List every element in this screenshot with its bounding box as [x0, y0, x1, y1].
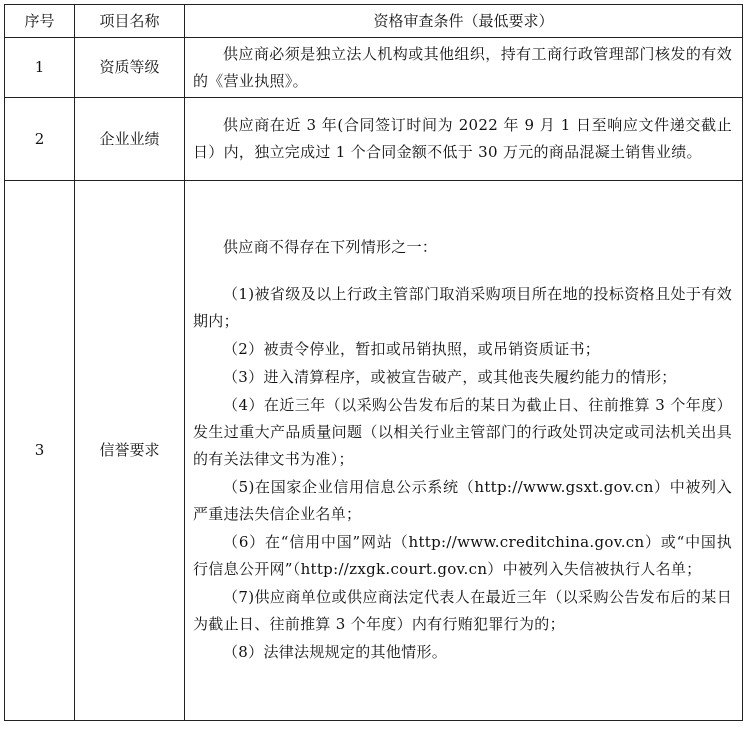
requirement-item: （2）被责令停业，暂扣或吊销执照，或吊销资质证书；	[223, 340, 601, 358]
requirement-item: （6）在“信用中国”网站（http://www.creditchina.gov.cn）或“中国执行信息公开网”（http://zxgk.court.gov.cn）中被列入失信被执行人名单；	[193, 533, 732, 578]
header-row	[5, 5, 743, 38]
requirement-item: （4）在近三年（以采购公告发布后的某日为截止日、往前推算 3 个年度）发生过重大产品质量问题（以相关行业主管部门的行政处罚决定或司法机关出具的有关法律文书为准）；	[193, 396, 732, 468]
row-no: 1	[5, 38, 75, 98]
header-requirement: 资格审查条件（最低要求）	[185, 5, 743, 38]
row-name: 信誉要求	[75, 181, 185, 721]
requirement-item: （1)被省级及以上行政主管部门取消采购项目所在地的投标资格且处于有效期内；	[193, 285, 732, 330]
row-no: 3	[5, 181, 75, 721]
table-row	[5, 38, 743, 98]
table-row	[5, 98, 743, 181]
row-requirement	[185, 181, 743, 721]
header-no: 序号	[5, 5, 75, 38]
table-row	[5, 181, 743, 721]
row-requirement	[185, 38, 743, 98]
requirement-paragraph: 供应商不得存在下列情形之一：	[223, 238, 438, 256]
requirement-item: （5)在国家企业信用信息公示系统（http://www.gsxt.gov.cn）中被列入严重违法失信企业名单；	[193, 478, 732, 523]
requirement-item: （3）进入清算程序，或被宣告破产，或其他丧失履约能力的情形；	[223, 368, 677, 386]
row-no: 2	[5, 98, 75, 181]
requirement-paragraph: 供应商必须是独立法人机构或其他组织，持有工商行政管理部门核发的有效的《营业执照》。	[193, 44, 732, 90]
requirement-item: （8）法律法规规定的其他情形。	[223, 643, 448, 661]
requirement-item: （7)供应商单位或供应商法定代表人在最近三年（以采购公告发布后的某日为截止日、往前推算 3 个年度）内有行贿犯罪行为的；	[193, 588, 732, 633]
row-requirement	[185, 98, 743, 181]
header-name: 项目名称	[75, 5, 185, 38]
qualification-table	[4, 4, 743, 721]
row-name: 资质等级	[75, 38, 185, 98]
row-name: 企业业绩	[75, 98, 185, 181]
requirement-paragraph: 供应商在近 3 年(合同签订时间为 2022 年 9 月 1 日至响应文件递交截止日）内，独立完成过 1 个合同金额不低于 30 万元的商品混凝土销售业绩。	[193, 116, 732, 161]
